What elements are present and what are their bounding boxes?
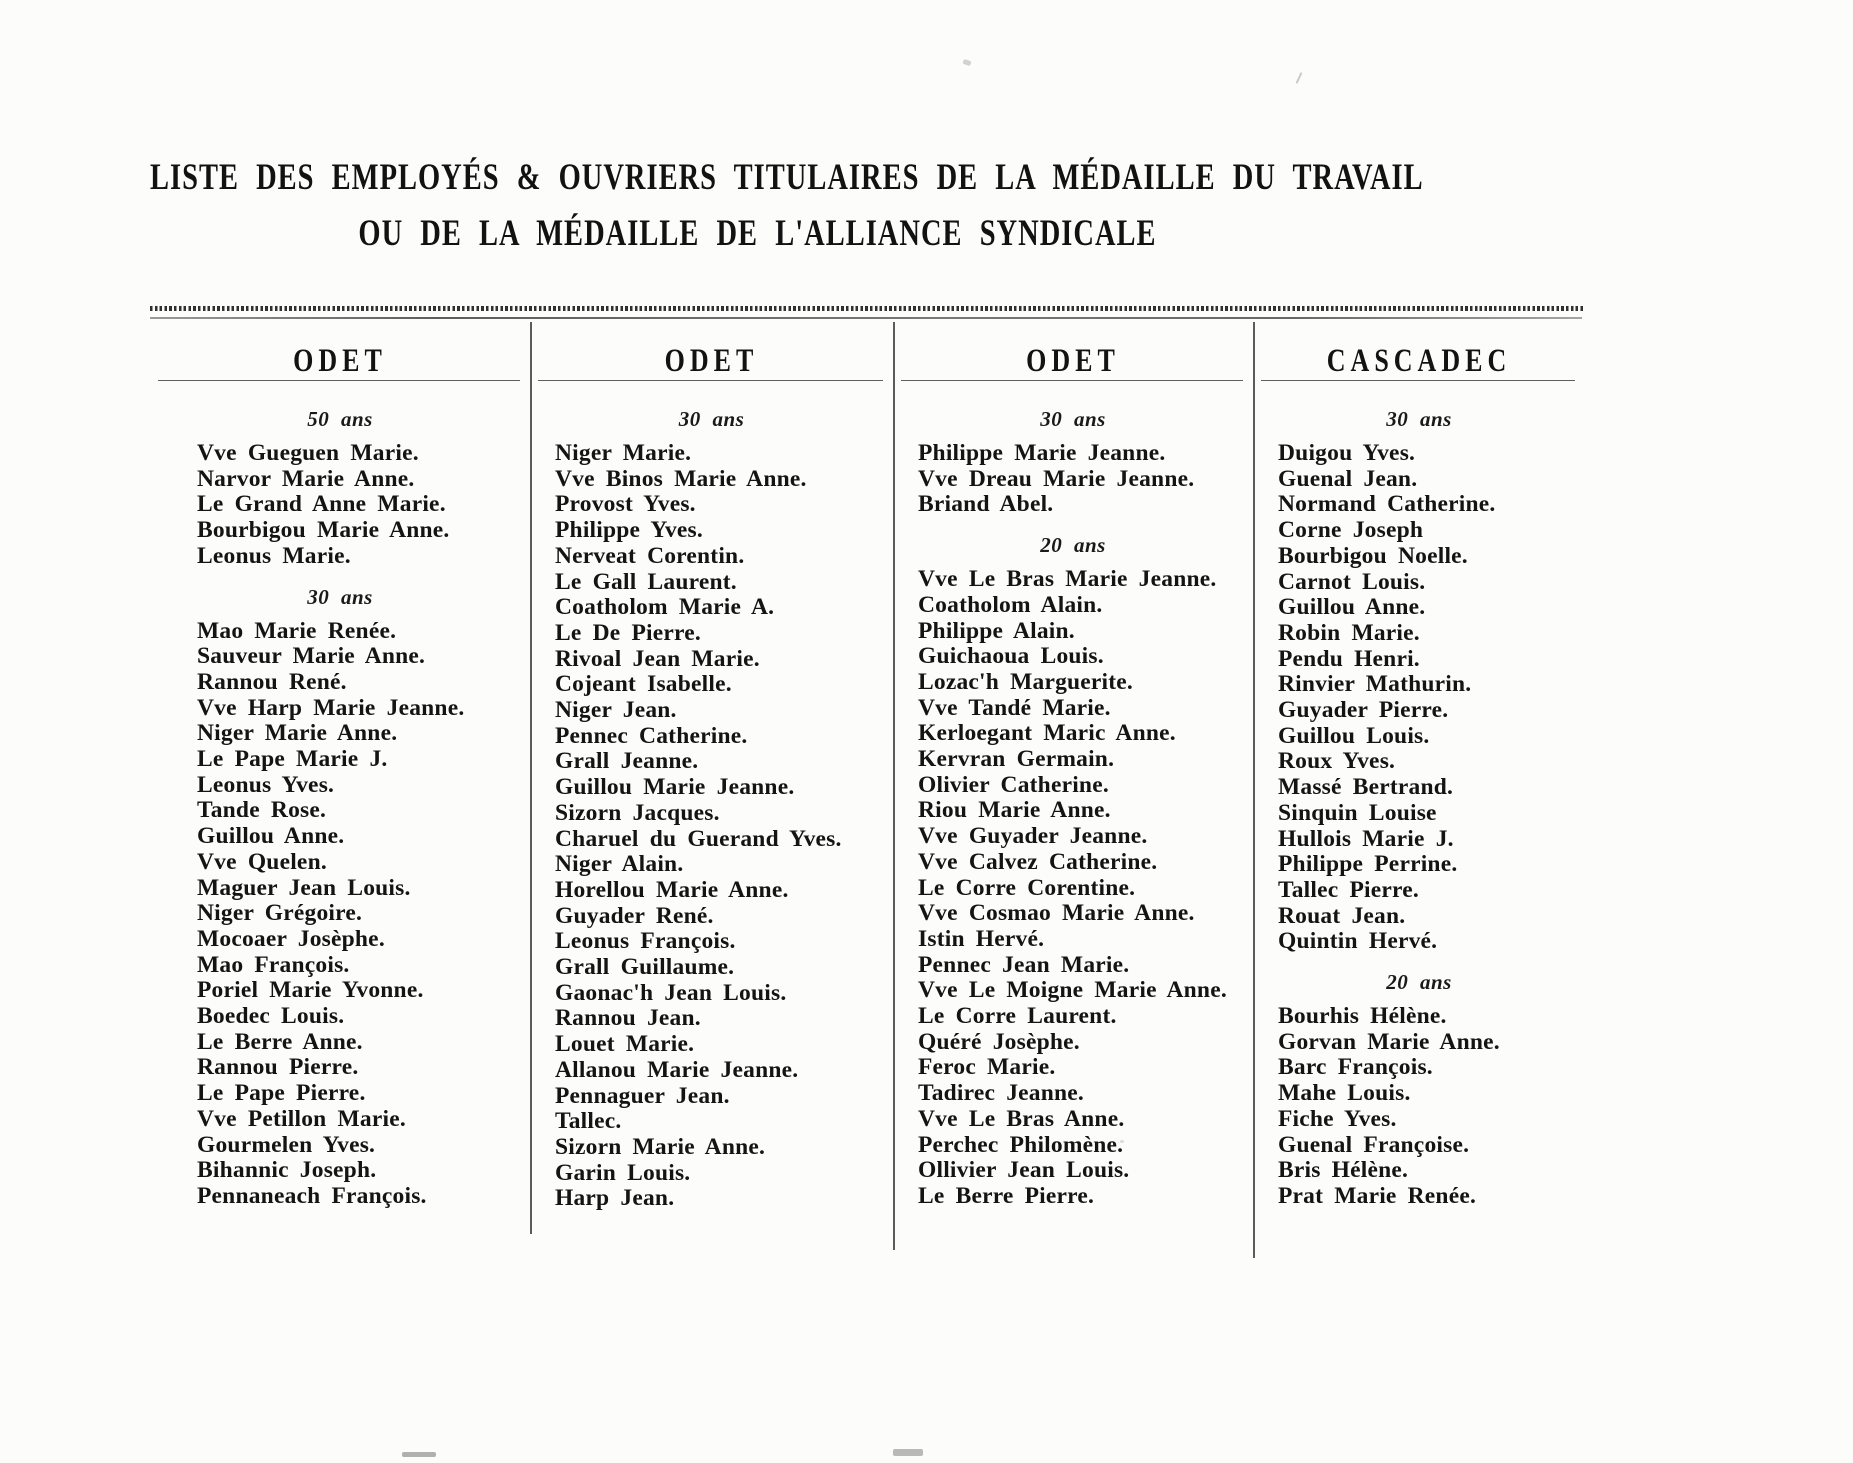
- name-row: Coatholom Marie A.: [555, 594, 775, 621]
- seniority-label: 30 ans: [307, 584, 373, 609]
- seniority-group: [530, 407, 893, 1212]
- name-row: Maguer Jean Louis.: [197, 874, 411, 901]
- seniority-label: 20 ans: [1386, 970, 1452, 995]
- column-header: CASCADEC: [1326, 342, 1512, 379]
- name-list: [150, 619, 530, 1210]
- name-row: Le Berre Pierre.: [918, 1182, 1095, 1209]
- name-list: [1253, 1004, 1585, 1210]
- column-header: ODET: [664, 342, 759, 379]
- name-row: Tadirec Jeanne.: [918, 1080, 1084, 1107]
- column-header: ODET: [293, 342, 387, 379]
- seniority-group: [893, 407, 1253, 518]
- name-row: Niger Marie.: [555, 440, 692, 466]
- name-row: Sizorn Jacques.: [555, 799, 720, 826]
- scan-artifact: [402, 1452, 436, 1457]
- name-row: Riou Marie Anne.: [918, 797, 1111, 824]
- name-row: Le Corre Laurent.: [918, 1003, 1117, 1030]
- name-row: Guyader René.: [555, 902, 714, 929]
- name-row: Guichaoua Louis.: [918, 643, 1104, 670]
- name-row: Niger Grégoire.: [197, 900, 363, 927]
- name-row: Olivier Catherine.: [918, 771, 1109, 798]
- name-row: Tallec Pierre.: [1278, 876, 1419, 903]
- name-row: Coatholom Alain.: [918, 591, 1103, 618]
- name-row: Gaonac'h Jean Louis.: [555, 979, 787, 1006]
- name-row: Pennaguer Jean.: [555, 1082, 730, 1109]
- name-row: Fiche Yves.: [1278, 1105, 1397, 1132]
- name-list: [150, 441, 530, 570]
- name-row: Horellou Marie Anne.: [555, 876, 789, 903]
- name-row: Corne Joseph: [1278, 517, 1424, 544]
- name-row: Pendu Henri.: [1278, 645, 1420, 672]
- name-row: Istin Hervé.: [918, 925, 1045, 952]
- seniority-label: 30 ans: [1040, 407, 1106, 431]
- name-row: Guyader Pierre.: [1278, 697, 1449, 724]
- name-row: Nerveat Corentin.: [555, 542, 745, 569]
- name-row: Vve Guyader Jeanne.: [918, 823, 1148, 850]
- name-row: Vve Quelen.: [197, 848, 327, 875]
- name-list: [530, 441, 893, 1212]
- name-row: Quintin Hervé.: [1278, 928, 1438, 955]
- seniority-label: 50 ans: [307, 407, 373, 431]
- name-row: Le Gall Laurent.: [555, 568, 737, 595]
- title-line-1: LISTE DES EMPLOYÉS & OUVRIERS TITULAIRES DE LA MÉDAILLE DU TRAVAIL: [150, 157, 1424, 199]
- name-row: Guillou Anne.: [197, 823, 345, 850]
- name-list: [1253, 441, 1585, 955]
- name-row: Bourbigou Marie Anne.: [197, 517, 450, 544]
- name-row: Prat Marie Renée.: [1278, 1182, 1477, 1209]
- seniority-group: [893, 533, 1253, 1210]
- name-row: Boedec Louis.: [197, 1003, 345, 1030]
- name-row: Sinquin Louise: [1278, 799, 1437, 826]
- name-row: Le Grand Anne Marie.: [197, 491, 446, 518]
- name-row: Vve Le Bras Marie Jeanne.: [918, 566, 1217, 593]
- scan-artifact: [962, 59, 971, 66]
- name-row: Le Berre Anne.: [197, 1028, 363, 1055]
- name-list: [893, 441, 1253, 518]
- name-row: Kervran Germain.: [918, 746, 1115, 773]
- name-row: Pennec Catherine.: [555, 722, 748, 749]
- name-row: Garin Louis.: [555, 1159, 691, 1186]
- name-row: Duigou Yves.: [1278, 440, 1416, 466]
- name-row: Le Pape Marie J.: [197, 746, 388, 773]
- name-row: Rannou Jean.: [555, 1005, 701, 1032]
- name-row: Barc François.: [1278, 1054, 1433, 1081]
- name-row: Niger Alain.: [555, 851, 684, 878]
- name-row: Provost Yves.: [555, 491, 696, 518]
- divider-underline-rule: [150, 317, 1582, 319]
- name-row: Gorvan Marie Anne.: [1278, 1028, 1500, 1055]
- name-row: Philippe Perrine.: [1278, 851, 1458, 878]
- seniority-label: 30 ans: [678, 407, 745, 431]
- name-row: Leonus Marie.: [197, 542, 351, 569]
- scan-artifact: [1296, 72, 1303, 84]
- name-row: Vve Binos Marie Anne.: [555, 465, 807, 492]
- name-row: Ollivier Jean Louis.: [918, 1157, 1130, 1184]
- name-row: Niger Jean.: [555, 697, 677, 724]
- scan-artifact: [893, 1449, 923, 1456]
- name-row: Perchec Philomène.: [918, 1131, 1124, 1158]
- name-row: Hullois Marie J.: [1278, 825, 1454, 852]
- scan-artifact: [1120, 1140, 1124, 1143]
- name-row: Niger Marie Anne.: [197, 720, 398, 747]
- name-row: Pennec Jean Marie.: [918, 951, 1130, 978]
- name-row: Pennaneach François.: [197, 1182, 427, 1209]
- page-title: [150, 150, 1424, 262]
- name-row: Vve Le Moigne Marie Anne.: [918, 977, 1227, 1004]
- name-row: Roux Yves.: [1278, 748, 1396, 775]
- name-row: Guillou Marie Jeanne.: [555, 774, 795, 801]
- seniority-group: [1253, 970, 1585, 1210]
- name-row: Guillou Anne.: [1278, 594, 1426, 621]
- name-row: Bourhis Hélène.: [1278, 1003, 1447, 1030]
- name-row: Poriel Marie Yvonne.: [197, 977, 424, 1004]
- name-row: Rivoal Jean Marie.: [555, 645, 760, 672]
- name-row: Allanou Marie Jeanne.: [555, 1056, 799, 1083]
- name-row: Rinvier Mathurin.: [1278, 671, 1472, 698]
- name-row: Philippe Marie Jeanne.: [918, 440, 1166, 466]
- name-row: Mahe Louis.: [1278, 1080, 1411, 1107]
- name-row: Leonus Yves.: [197, 771, 335, 798]
- name-row: Vve Le Bras Anne.: [918, 1105, 1125, 1132]
- dotted-divider-rule: [150, 306, 1585, 311]
- name-row: Carnot Louis.: [1278, 568, 1426, 595]
- name-row: Le Pape Pierre.: [197, 1080, 366, 1107]
- column-cascadec-4: [1253, 322, 1585, 1210]
- name-row: Feroc Marie.: [918, 1054, 1056, 1081]
- name-row: Le De Pierre.: [555, 619, 701, 646]
- name-row: Kerloegant Maric Anne.: [918, 720, 1176, 747]
- title-line-2: OU DE LA MÉDAILLE DE L'ALLIANCE SYNDICALE: [358, 213, 1157, 254]
- name-row: Normand Catherine.: [1278, 491, 1496, 518]
- name-row: Vve Petillon Marie.: [197, 1105, 406, 1132]
- name-row: Bourbigou Noelle.: [1278, 542, 1468, 569]
- name-row: Vve Cosmao Marie Anne.: [918, 900, 1195, 927]
- column-header: ODET: [1026, 342, 1120, 379]
- name-row: Guenal Françoise.: [1278, 1131, 1470, 1158]
- name-row: Leonus François.: [555, 928, 736, 955]
- seniority-label: 30 ans: [1386, 407, 1452, 431]
- column-odet-3: [893, 322, 1253, 1210]
- name-row: Tallec.: [555, 1108, 622, 1135]
- name-row: Robin Marie.: [1278, 619, 1420, 646]
- name-row: Tande Rose.: [197, 797, 327, 824]
- name-row: Mao François.: [197, 951, 350, 978]
- name-row: Vve Tandé Marie.: [918, 694, 1111, 721]
- name-row: Le Corre Corentine.: [918, 874, 1136, 901]
- name-row: Quéré Josèphe.: [918, 1028, 1080, 1055]
- name-row: Harp Jean.: [555, 1185, 675, 1212]
- name-row: Guenal Jean.: [1278, 465, 1418, 492]
- column-odet-2: [530, 322, 893, 1212]
- medal-holders-table: [150, 322, 1585, 1262]
- name-row: Mao Marie Renée.: [197, 617, 397, 644]
- name-row: Philippe Yves.: [555, 517, 703, 544]
- name-row: Rannou Pierre.: [197, 1054, 359, 1081]
- name-row: Guillou Louis.: [1278, 722, 1430, 749]
- name-row: Gourmelen Yves.: [197, 1131, 376, 1158]
- name-row: Sizorn Marie Anne.: [555, 1133, 766, 1160]
- seniority-group: [150, 407, 530, 570]
- name-row: Bris Hélène.: [1278, 1157, 1409, 1184]
- name-row: Louet Marie.: [555, 1031, 695, 1058]
- name-row: Rannou René.: [197, 668, 347, 695]
- name-row: Narvor Marie Anne.: [197, 465, 415, 492]
- name-row: Philippe Alain.: [918, 617, 1075, 644]
- name-row: Vve Calvez Catherine.: [918, 848, 1158, 875]
- name-row: Vve Gueguen Marie.: [197, 440, 419, 466]
- name-row: Cojeant Isabelle.: [555, 671, 732, 698]
- name-list: [893, 567, 1253, 1210]
- name-row: Grall Jeanne.: [555, 748, 699, 775]
- name-row: Vve Dreau Marie Jeanne.: [918, 465, 1195, 492]
- name-row: Charuel du Guerand Yves.: [555, 825, 842, 852]
- name-row: Mocoaer Josèphe.: [197, 925, 385, 952]
- name-row: Massé Bertrand.: [1278, 774, 1454, 801]
- name-row: Bihannic Joseph.: [197, 1157, 377, 1184]
- name-row: Briand Abel.: [918, 491, 1054, 518]
- name-row: Grall Guillaume.: [555, 954, 735, 981]
- name-row: Lozac'h Marguerite.: [918, 668, 1134, 695]
- name-row: Vve Harp Marie Jeanne.: [197, 694, 465, 721]
- name-row: Sauveur Marie Anne.: [197, 643, 426, 670]
- seniority-label: 20 ans: [1040, 533, 1106, 558]
- column-odet-1: [150, 322, 530, 1210]
- seniority-group: [1253, 407, 1585, 955]
- name-row: Rouat Jean.: [1278, 902, 1406, 929]
- seniority-group: [150, 585, 530, 1210]
